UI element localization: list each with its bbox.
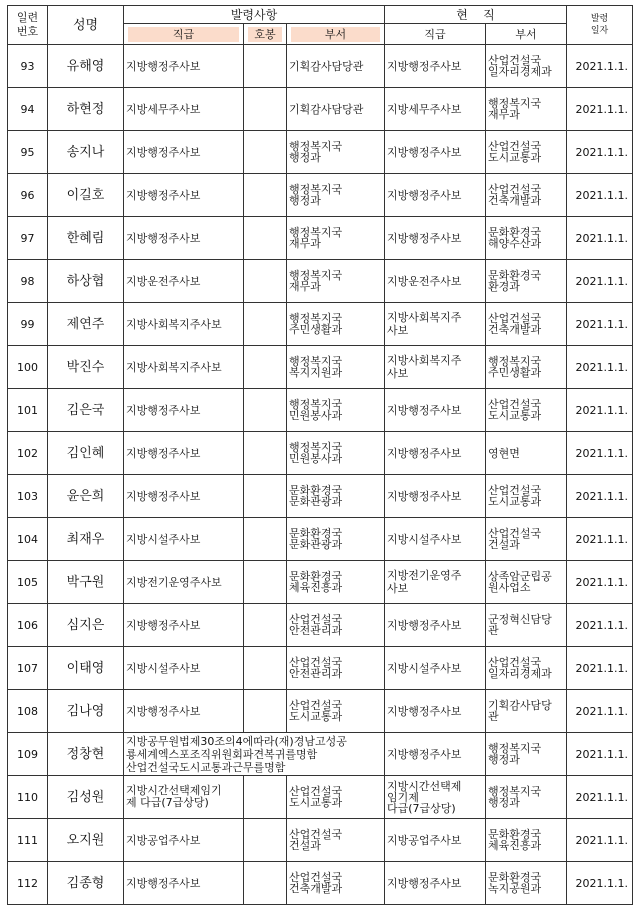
row-number: 112 bbox=[8, 862, 48, 905]
row-current-grade: 지방행정주사보 bbox=[385, 862, 486, 905]
row-current-dept: 문화환경국 녹지공원과 bbox=[486, 862, 567, 905]
row-appointment-dept: 행정복지국 재무과 bbox=[287, 260, 385, 303]
row-current-grade: 지방시설주사보 bbox=[385, 518, 486, 561]
row-current-dept: 산업건설국 도시교통과 bbox=[486, 131, 567, 174]
table-row bbox=[8, 475, 633, 518]
row-appointment-grade: 지방행정주사보 bbox=[124, 604, 244, 647]
header-app-dept: 부서 bbox=[287, 24, 385, 45]
row-current-dept: 군정혁신담당 관 bbox=[486, 604, 567, 647]
table-row bbox=[8, 45, 633, 88]
row-name: 심지은 bbox=[48, 604, 124, 647]
row-number: 106 bbox=[8, 604, 48, 647]
row-current-grade: 지방시간선택제 임기제 다급(7급상당) bbox=[385, 776, 486, 819]
row-current-grade: 지방행정주사보 bbox=[385, 131, 486, 174]
row-name: 김나영 bbox=[48, 690, 124, 733]
header-app-step: 호봉 bbox=[244, 24, 287, 45]
row-appointment-dept: 기획감사담당관 bbox=[287, 88, 385, 131]
row-number: 111 bbox=[8, 819, 48, 862]
row-date: 2021.1.1. bbox=[567, 45, 633, 88]
row-appointment-dept: 행정복지국 민원봉사과 bbox=[287, 432, 385, 475]
row-name: 유해영 bbox=[48, 45, 124, 88]
table-row bbox=[8, 518, 633, 561]
row-current-grade: 지방행정주사보 bbox=[385, 217, 486, 260]
row-number: 108 bbox=[8, 690, 48, 733]
row-date: 2021.1.1. bbox=[567, 174, 633, 217]
row-appointment-grade: 지방사회복지주사보 bbox=[124, 346, 244, 389]
header-app-grade: 직급 bbox=[124, 24, 244, 45]
row-current-grade: 지방전기운영주 사보 bbox=[385, 561, 486, 604]
row-current-grade: 지방행정주사보 bbox=[385, 432, 486, 475]
row-name: 김종형 bbox=[48, 862, 124, 905]
row-appointment-grade: 지방행정주사보 bbox=[124, 862, 244, 905]
table-row bbox=[8, 260, 633, 303]
row-current-dept: 산업건설국 도시교통과 bbox=[486, 475, 567, 518]
row-appointment-grade: 지방행정주사보 bbox=[124, 690, 244, 733]
row-appointment-grade: 지방행정주사보 bbox=[124, 389, 244, 432]
table-row bbox=[8, 561, 633, 604]
row-current-dept: 산업건설국 건축개발과 bbox=[486, 303, 567, 346]
row-name: 최재우 bbox=[48, 518, 124, 561]
row-appointment-grade: 지방행정주사보 bbox=[124, 217, 244, 260]
table-row bbox=[8, 690, 633, 733]
row-current-dept: 산업건설국 도시교통과 bbox=[486, 389, 567, 432]
row-appointment-grade: 지방전기운영주사보 bbox=[124, 561, 244, 604]
row-date: 2021.1.1. bbox=[567, 819, 633, 862]
row-current-dept: 산업건설국 건설과 bbox=[486, 518, 567, 561]
row-date: 2021.1.1. bbox=[567, 389, 633, 432]
row-name: 이태영 bbox=[48, 647, 124, 690]
row-number: 109 bbox=[8, 733, 48, 776]
row-name: 윤은희 bbox=[48, 475, 124, 518]
row-number: 93 bbox=[8, 45, 48, 88]
row-number: 97 bbox=[8, 217, 48, 260]
row-name: 제연주 bbox=[48, 303, 124, 346]
row-appointment-dept: 문화환경국 문화관광과 bbox=[287, 475, 385, 518]
row-appointment-grade: 지방시설주사보 bbox=[124, 647, 244, 690]
row-number: 110 bbox=[8, 776, 48, 819]
row-appointment-dept: 문화환경국 체육진흥과 bbox=[287, 561, 385, 604]
row-current-dept: 산업건설국 건축개발과 bbox=[486, 174, 567, 217]
row-current-dept: 산업건설국 일자리경제과 bbox=[486, 45, 567, 88]
row-appointment-dept: 산업건설국 도시교통과 bbox=[287, 776, 385, 819]
header-appointment: 발령사항 bbox=[124, 6, 385, 24]
table-row bbox=[8, 217, 633, 260]
table-row bbox=[8, 819, 633, 862]
row-appointment-step bbox=[244, 131, 287, 174]
row-name: 오지원 bbox=[48, 819, 124, 862]
row-appointment-step bbox=[244, 346, 287, 389]
row-appointment-grade: 지방행정주사보 bbox=[124, 45, 244, 88]
row-date: 2021.1.1. bbox=[567, 733, 633, 776]
row-date: 2021.1.1. bbox=[567, 217, 633, 260]
row-appointment-grade: 지방시설주사보 bbox=[124, 518, 244, 561]
table-row bbox=[8, 88, 633, 131]
row-appointment-dept: 행정복지국 주민생활과 bbox=[287, 303, 385, 346]
row-number: 104 bbox=[8, 518, 48, 561]
row-appointment-step bbox=[244, 475, 287, 518]
row-appointment-step bbox=[244, 862, 287, 905]
header-name: 성명 bbox=[48, 6, 124, 45]
row-appointment-grade: 지방사회복지주사보 bbox=[124, 303, 244, 346]
row-appointment-dept: 행정복지국 행정과 bbox=[287, 174, 385, 217]
appointment-table bbox=[7, 5, 633, 905]
row-name: 김성원 bbox=[48, 776, 124, 819]
row-appointment-step bbox=[244, 88, 287, 131]
row-date: 2021.1.1. bbox=[567, 303, 633, 346]
row-current-grade: 지방운전주사보 bbox=[385, 260, 486, 303]
row-current-dept: 문화환경국 체육진흥과 bbox=[486, 819, 567, 862]
row-number: 101 bbox=[8, 389, 48, 432]
row-appointment-grade: 지방공업주사보 bbox=[124, 819, 244, 862]
row-appointment-grade: 지방세무주사보 bbox=[124, 88, 244, 131]
row-appointment-step bbox=[244, 647, 287, 690]
row-current-grade: 지방시설주사보 bbox=[385, 647, 486, 690]
row-number: 96 bbox=[8, 174, 48, 217]
row-appointment-grade: 지방행정주사보 bbox=[124, 174, 244, 217]
row-current-grade: 지방사회복지주 사보 bbox=[385, 303, 486, 346]
row-current-dept: 행정복지국 행정과 bbox=[486, 776, 567, 819]
row-date: 2021.1.1. bbox=[567, 475, 633, 518]
header-current: 현 직 bbox=[385, 6, 567, 24]
row-appointment-step bbox=[244, 819, 287, 862]
row-date: 2021.1.1. bbox=[567, 561, 633, 604]
row-appointment-step bbox=[244, 690, 287, 733]
row-current-dept: 문화환경국 해양수산과 bbox=[486, 217, 567, 260]
row-appointment-step bbox=[244, 561, 287, 604]
header-cur-grade: 직급 bbox=[385, 24, 486, 45]
row-name: 하상협 bbox=[48, 260, 124, 303]
row-appointment-dept: 산업건설국 건설과 bbox=[287, 819, 385, 862]
row-number: 105 bbox=[8, 561, 48, 604]
header-date: 발령 일자 bbox=[567, 6, 633, 45]
row-appointment-dept: 행정복지국 복지지원과 bbox=[287, 346, 385, 389]
row-number: 99 bbox=[8, 303, 48, 346]
row-number: 107 bbox=[8, 647, 48, 690]
row-appointment-grade: 지방운전주사보 bbox=[124, 260, 244, 303]
row-appointment-dept: 행정복지국 행정과 bbox=[287, 131, 385, 174]
row-current-dept: 산업건설국 일자리경제과 bbox=[486, 647, 567, 690]
row-name: 박진수 bbox=[48, 346, 124, 389]
row-date: 2021.1.1. bbox=[567, 260, 633, 303]
table-row bbox=[8, 303, 633, 346]
table-row bbox=[8, 174, 633, 217]
row-appointment-step bbox=[244, 776, 287, 819]
row-appointment-grade: 지방행정주사보 bbox=[124, 475, 244, 518]
row-current-grade: 지방행정주사보 bbox=[385, 690, 486, 733]
row-name: 하현정 bbox=[48, 88, 124, 131]
row-appointment-step bbox=[244, 174, 287, 217]
row-date: 2021.1.1. bbox=[567, 432, 633, 475]
row-date: 2021.1.1. bbox=[567, 647, 633, 690]
row-appointment-note: 지방공무원법제30조의4에따라(재)경남고성공 룡세계엑스포조직위원회파견복귀를명함 산업건설국도시교통과근무를명함 bbox=[124, 733, 385, 776]
table-row bbox=[8, 346, 633, 389]
row-appointment-step bbox=[244, 604, 287, 647]
row-appointment-step bbox=[244, 45, 287, 88]
row-current-dept: 기획감사담당 관 bbox=[486, 690, 567, 733]
row-name: 김은국 bbox=[48, 389, 124, 432]
row-current-dept: 행정복지국 행정과 bbox=[486, 733, 567, 776]
row-date: 2021.1.1. bbox=[567, 518, 633, 561]
row-date: 2021.1.1. bbox=[567, 131, 633, 174]
row-date: 2021.1.1. bbox=[567, 604, 633, 647]
row-appointment-dept: 산업건설국 도시교통과 bbox=[287, 690, 385, 733]
row-date: 2021.1.1. bbox=[567, 690, 633, 733]
row-current-dept: 행정복지국 재무과 bbox=[486, 88, 567, 131]
row-current-dept: 행정복지국 주민생활과 bbox=[486, 346, 567, 389]
row-current-dept: 영현면 bbox=[486, 432, 567, 475]
row-number: 94 bbox=[8, 88, 48, 131]
row-appointment-dept: 기획감사담당관 bbox=[287, 45, 385, 88]
row-number: 103 bbox=[8, 475, 48, 518]
row-name: 박구원 bbox=[48, 561, 124, 604]
row-appointment-dept: 행정복지국 재무과 bbox=[287, 217, 385, 260]
row-current-grade: 지방행정주사보 bbox=[385, 389, 486, 432]
row-number: 98 bbox=[8, 260, 48, 303]
row-current-grade: 지방행정주사보 bbox=[385, 604, 486, 647]
personnel-appointment-table bbox=[7, 5, 633, 905]
row-current-grade: 지방사회복지주 사보 bbox=[385, 346, 486, 389]
row-appointment-step bbox=[244, 303, 287, 346]
row-appointment-dept: 행정복지국 민원봉사과 bbox=[287, 389, 385, 432]
row-appointment-dept: 문화환경국 문화관광과 bbox=[287, 518, 385, 561]
row-current-dept: 상족암군립공 원사업소 bbox=[486, 561, 567, 604]
row-name: 정창현 bbox=[48, 733, 124, 776]
row-date: 2021.1.1. bbox=[567, 862, 633, 905]
row-appointment-step bbox=[244, 217, 287, 260]
row-appointment-step bbox=[244, 260, 287, 303]
row-current-grade: 지방공업주사보 bbox=[385, 819, 486, 862]
header-serial: 일련 번호 bbox=[8, 6, 48, 45]
row-date: 2021.1.1. bbox=[567, 776, 633, 819]
row-current-grade: 지방세무주사보 bbox=[385, 88, 486, 131]
row-current-dept: 문화환경국 환경과 bbox=[486, 260, 567, 303]
table-row bbox=[8, 733, 633, 776]
row-number: 95 bbox=[8, 131, 48, 174]
table-row bbox=[8, 432, 633, 475]
table-row bbox=[8, 131, 633, 174]
row-number: 102 bbox=[8, 432, 48, 475]
row-appointment-step bbox=[244, 518, 287, 561]
row-appointment-dept: 산업건설국 건축개발과 bbox=[287, 862, 385, 905]
row-name: 송지나 bbox=[48, 131, 124, 174]
row-appointment-dept: 산업건설국 안전관리과 bbox=[287, 604, 385, 647]
row-current-grade: 지방행정주사보 bbox=[385, 475, 486, 518]
table-body bbox=[8, 45, 633, 905]
row-appointment-grade: 지방행정주사보 bbox=[124, 432, 244, 475]
row-number: 100 bbox=[8, 346, 48, 389]
table-row bbox=[8, 604, 633, 647]
row-appointment-step bbox=[244, 389, 287, 432]
row-current-grade: 지방행정주사보 bbox=[385, 174, 486, 217]
row-name: 이길호 bbox=[48, 174, 124, 217]
table-row bbox=[8, 389, 633, 432]
row-current-grade: 지방행정주사보 bbox=[385, 733, 486, 776]
row-name: 한혜림 bbox=[48, 217, 124, 260]
table-row bbox=[8, 862, 633, 905]
row-date: 2021.1.1. bbox=[567, 88, 633, 131]
row-appointment-grade: 지방시간선택제임기 제 다급(7급상당) bbox=[124, 776, 244, 819]
row-appointment-dept: 산업건설국 안전관리과 bbox=[287, 647, 385, 690]
row-appointment-step bbox=[244, 432, 287, 475]
row-name: 김인혜 bbox=[48, 432, 124, 475]
header-cur-dept: 부서 bbox=[486, 24, 567, 45]
table-row bbox=[8, 647, 633, 690]
row-date: 2021.1.1. bbox=[567, 346, 633, 389]
row-appointment-grade: 지방행정주사보 bbox=[124, 131, 244, 174]
table-row bbox=[8, 776, 633, 819]
row-current-grade: 지방행정주사보 bbox=[385, 45, 486, 88]
